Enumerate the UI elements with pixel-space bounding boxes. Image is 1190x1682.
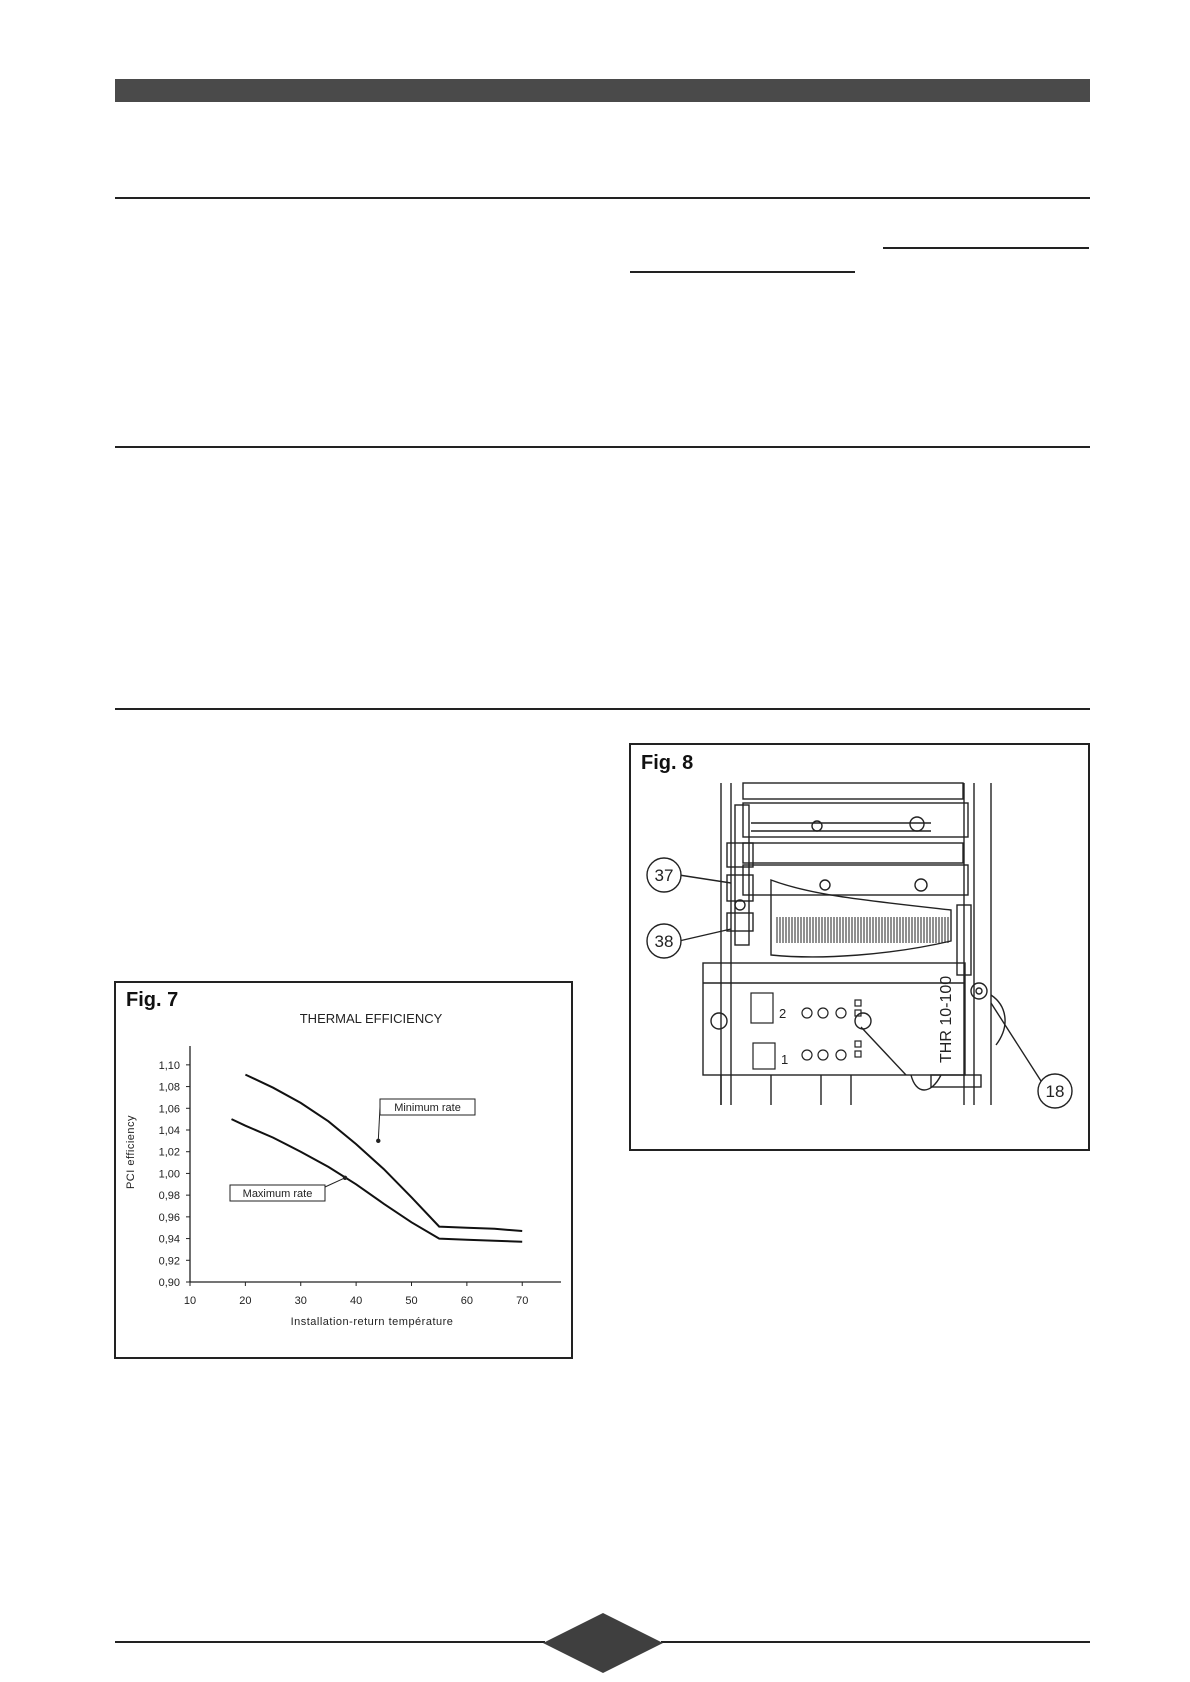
- y-tick-label: 0,94: [158, 1233, 180, 1246]
- x-tick-label: 20: [239, 1295, 252, 1307]
- legend-arrowhead-maximum-rate: [343, 1176, 347, 1180]
- callout-38: 38: [654, 932, 674, 951]
- footer-rule-left: [115, 1641, 545, 1643]
- y-tick-label: 1,04: [158, 1125, 180, 1137]
- board-digit-1: 1: [781, 1052, 789, 1067]
- section-divider-2: [115, 446, 1090, 448]
- series-line-maximum-rate: [232, 1119, 523, 1242]
- fig7-panel: [114, 981, 573, 1359]
- callout-37: 37: [654, 866, 674, 885]
- x-tick-label: 10: [183, 1295, 197, 1307]
- y-tick-label: 0,96: [158, 1211, 180, 1224]
- y-tick-label: 1,06: [158, 1103, 180, 1116]
- x-tick-label: 30: [294, 1295, 307, 1307]
- y-axis-label: PCI efficiency: [125, 1114, 137, 1190]
- legend-leader-maximum-rate: [325, 1178, 345, 1187]
- x-tick-label: 60: [460, 1295, 473, 1307]
- y-tick-label: 0,98: [158, 1190, 180, 1203]
- x-tick-label: 40: [349, 1295, 363, 1307]
- fig8-panel: [629, 743, 1090, 1151]
- boiler-drawing: [631, 745, 1088, 1149]
- model-label: THR 10-100: [938, 975, 955, 1063]
- x-tick-label: 70: [516, 1295, 529, 1307]
- y-tick-label: 0,92: [158, 1255, 180, 1268]
- x-axis-label: Installation-return température: [290, 1316, 454, 1328]
- fig8-label: Fig. 8: [641, 752, 694, 774]
- x-tick-label: 50: [405, 1295, 418, 1307]
- y-tick-label: 1,10: [158, 1059, 180, 1072]
- underline-2: [630, 271, 855, 273]
- y-tick-label: 1,02: [158, 1146, 180, 1159]
- series-line-minimum-rate: [242, 1075, 522, 1231]
- legend-arrowhead-minimum-rate: [376, 1139, 380, 1143]
- section-divider-3: [115, 708, 1090, 710]
- y-tick-label: 1,08: [158, 1081, 180, 1094]
- board-digit-2: 2: [779, 1006, 787, 1021]
- underline-1: [883, 247, 1089, 249]
- legend-label-minimum-rate: Minimum rate: [394, 1102, 461, 1114]
- thermal-efficiency-chart: [116, 983, 571, 1357]
- header-bar: [115, 79, 1090, 102]
- footer-rule-right: [661, 1641, 1090, 1643]
- page-marker: [543, 1613, 663, 1673]
- callout-18: 18: [1045, 1082, 1065, 1101]
- chart-title: THERMAL EFFICIENCY: [299, 1011, 443, 1026]
- section-divider-1: [115, 197, 1090, 199]
- y-tick-label: 0,90: [158, 1277, 180, 1289]
- fig7-label: Fig. 7: [126, 989, 179, 1011]
- legend-label-maximum-rate: Maximum rate: [242, 1188, 313, 1200]
- y-tick-label: 1,00: [158, 1168, 180, 1181]
